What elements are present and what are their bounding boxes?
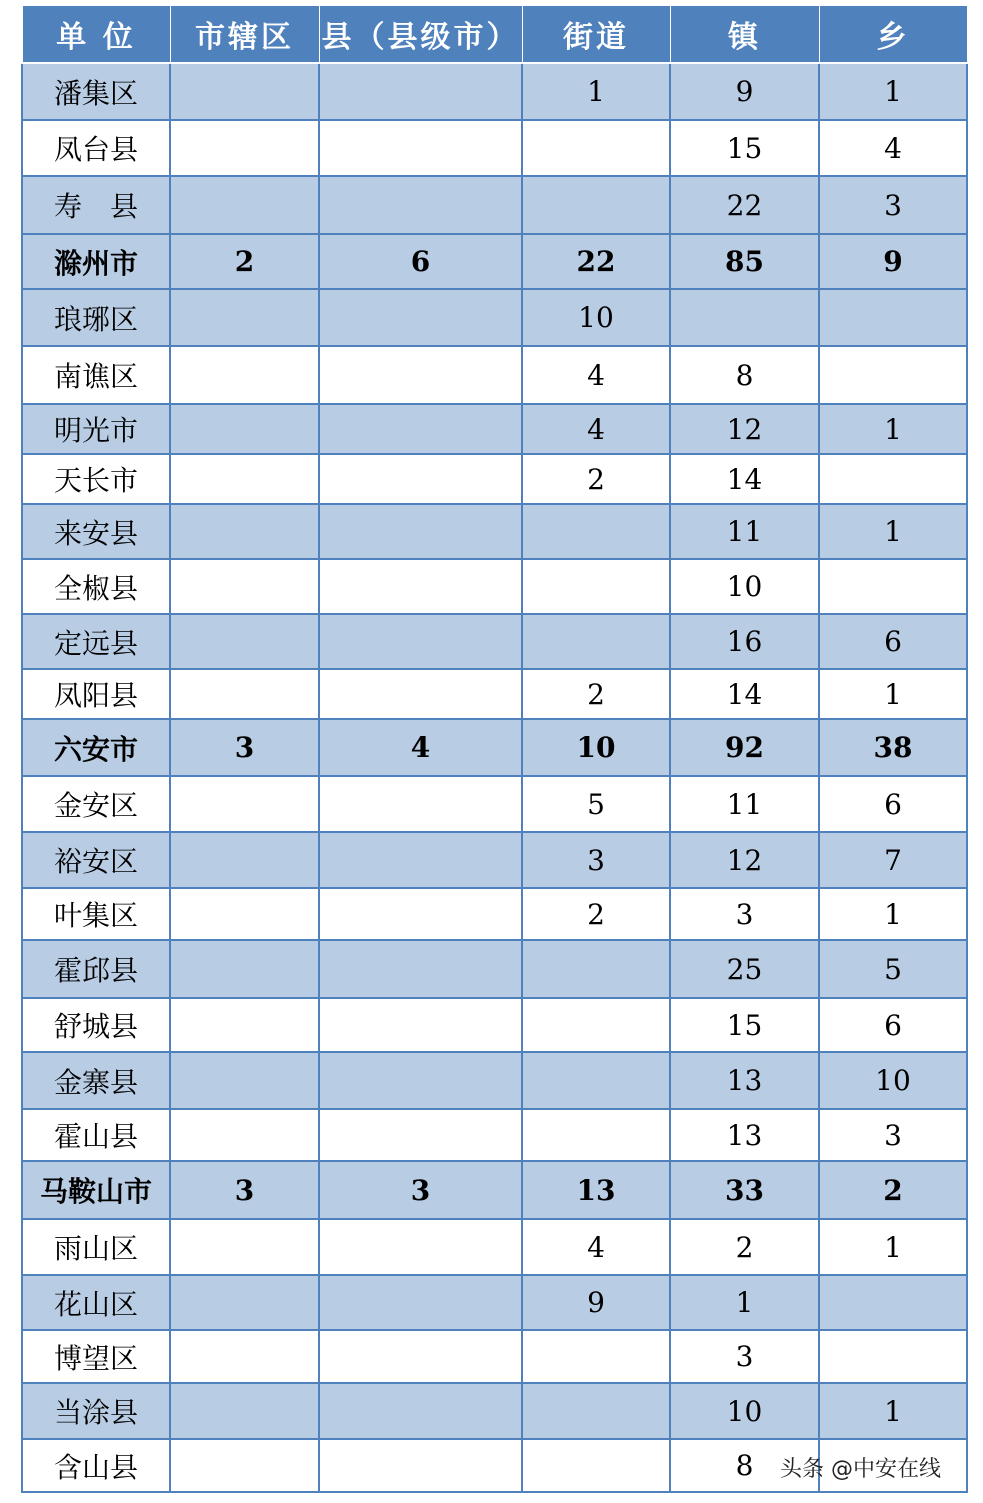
cell-city-districts xyxy=(170,888,319,940)
cell-towns: 14 xyxy=(670,454,819,504)
cell-subdistricts xyxy=(522,1330,670,1383)
cell-unit-name: 金安区 xyxy=(22,776,170,832)
cell-counties xyxy=(319,176,522,234)
cell-townships xyxy=(819,559,967,614)
cell-townships: 6 xyxy=(819,614,967,669)
cell-unit-name: 金寨县 xyxy=(22,1052,170,1109)
cell-towns: 22 xyxy=(670,176,819,234)
table-row xyxy=(22,289,967,346)
cell-townships: 6 xyxy=(819,776,967,832)
cell-townships xyxy=(819,454,967,504)
cell-subdistricts: 2 xyxy=(522,888,670,940)
cell-unit-name: 裕安区 xyxy=(22,832,170,888)
cell-townships: 3 xyxy=(819,176,967,234)
cell-towns: 13 xyxy=(670,1052,819,1109)
table-row xyxy=(22,1383,967,1439)
cell-unit-name: 舒城县 xyxy=(22,998,170,1052)
cell-unit-name: 来安县 xyxy=(22,504,170,559)
cell-townships xyxy=(819,346,967,404)
cell-city-districts xyxy=(170,832,319,888)
cell-towns: 14 xyxy=(670,669,819,719)
cell-townships: 1 xyxy=(819,888,967,940)
table-header-row xyxy=(22,5,967,63)
cell-counties: 3 xyxy=(319,1161,522,1219)
cell-unit-name: 明光市 xyxy=(22,404,170,454)
cell-unit-name: 六安市 xyxy=(22,719,170,776)
cell-city-districts xyxy=(170,454,319,504)
cell-counties xyxy=(319,614,522,669)
cell-subdistricts: 22 xyxy=(522,234,670,289)
cell-city-districts xyxy=(170,504,319,559)
cell-subdistricts xyxy=(522,559,670,614)
cell-towns: 92 xyxy=(670,719,819,776)
cell-towns: 15 xyxy=(670,998,819,1052)
cell-townships: 1 xyxy=(819,404,967,454)
cell-townships: 9 xyxy=(819,234,967,289)
cell-counties xyxy=(319,832,522,888)
cell-towns: 11 xyxy=(670,504,819,559)
cell-unit-name: 雨山区 xyxy=(22,1219,170,1275)
header-towns: 镇 xyxy=(670,5,819,63)
cell-city-districts xyxy=(170,998,319,1052)
cell-subdistricts xyxy=(522,120,670,176)
cell-counties xyxy=(319,454,522,504)
cell-counties xyxy=(319,1383,522,1439)
table-body xyxy=(22,63,967,1492)
cell-counties xyxy=(319,776,522,832)
cell-subdistricts xyxy=(522,504,670,559)
cell-city-districts xyxy=(170,1275,319,1330)
cell-townships: 1 xyxy=(819,504,967,559)
cell-counties xyxy=(319,940,522,998)
cell-city-districts xyxy=(170,289,319,346)
cell-subdistricts: 4 xyxy=(522,404,670,454)
cell-city-districts: 2 xyxy=(170,234,319,289)
cell-counties xyxy=(319,289,522,346)
cell-towns: 1 xyxy=(670,1275,819,1330)
cell-city-districts xyxy=(170,1383,319,1439)
cell-townships: 3 xyxy=(819,1109,967,1161)
cell-counties xyxy=(319,888,522,940)
cell-townships: 2 xyxy=(819,1161,967,1219)
cell-subdistricts xyxy=(522,1052,670,1109)
cell-towns: 13 xyxy=(670,1109,819,1161)
header-townships: 乡 xyxy=(819,5,967,63)
table-row xyxy=(22,832,967,888)
cell-townships: 7 xyxy=(819,832,967,888)
header-counties: 县（县级市） xyxy=(319,5,522,63)
table-row xyxy=(22,1109,967,1161)
header-unit: 单 位 xyxy=(22,5,170,63)
cell-towns: 8 xyxy=(670,1439,819,1492)
cell-city-districts xyxy=(170,1109,319,1161)
header-city-districts: 市辖区 xyxy=(170,5,319,63)
table-row-city xyxy=(22,1161,967,1219)
table-row xyxy=(22,1219,967,1275)
cell-counties xyxy=(319,1330,522,1383)
cell-unit-name: 南谯区 xyxy=(22,346,170,404)
cell-townships: 1 xyxy=(819,669,967,719)
cell-city-districts xyxy=(170,1219,319,1275)
cell-unit-name: 霍山县 xyxy=(22,1109,170,1161)
table-row xyxy=(22,346,967,404)
cell-unit-name: 滁州市 xyxy=(22,234,170,289)
cell-city-districts xyxy=(170,559,319,614)
cell-subdistricts xyxy=(522,614,670,669)
cell-counties xyxy=(319,346,522,404)
cell-towns: 16 xyxy=(670,614,819,669)
table-row xyxy=(22,504,967,559)
cell-subdistricts: 1 xyxy=(522,63,670,120)
table-row-city xyxy=(22,719,967,776)
table-row xyxy=(22,614,967,669)
table-row xyxy=(22,1330,967,1383)
cell-subdistricts: 2 xyxy=(522,669,670,719)
cell-counties xyxy=(319,1052,522,1109)
cell-subdistricts xyxy=(522,1109,670,1161)
cell-towns: 8 xyxy=(670,346,819,404)
table-row xyxy=(22,1052,967,1109)
cell-towns xyxy=(670,289,819,346)
cell-city-districts xyxy=(170,346,319,404)
cell-unit-name: 凤台县 xyxy=(22,120,170,176)
cell-counties xyxy=(319,998,522,1052)
cell-city-districts xyxy=(170,1330,319,1383)
cell-towns: 2 xyxy=(670,1219,819,1275)
cell-towns: 33 xyxy=(670,1161,819,1219)
cell-city-districts xyxy=(170,63,319,120)
cell-subdistricts: 4 xyxy=(522,346,670,404)
cell-counties: 6 xyxy=(319,234,522,289)
table-row xyxy=(22,120,967,176)
cell-subdistricts: 2 xyxy=(522,454,670,504)
cell-towns: 12 xyxy=(670,404,819,454)
cell-unit-name: 博望区 xyxy=(22,1330,170,1383)
table-row xyxy=(22,454,967,504)
cell-city-districts xyxy=(170,120,319,176)
cell-unit-name: 霍邱县 xyxy=(22,940,170,998)
cell-towns: 3 xyxy=(670,888,819,940)
cell-counties xyxy=(319,1219,522,1275)
table-row xyxy=(22,998,967,1052)
cell-unit-name: 潘集区 xyxy=(22,63,170,120)
cell-townships: 10 xyxy=(819,1052,967,1109)
cell-townships: 1 xyxy=(819,63,967,120)
cell-counties xyxy=(319,1109,522,1161)
table-row xyxy=(22,559,967,614)
table-row xyxy=(22,776,967,832)
cell-city-districts xyxy=(170,1052,319,1109)
cell-unit-name: 琅琊区 xyxy=(22,289,170,346)
cell-townships xyxy=(819,1330,967,1383)
cell-unit-name: 凤阳县 xyxy=(22,669,170,719)
cell-towns: 9 xyxy=(670,63,819,120)
cell-unit-name: 天长市 xyxy=(22,454,170,504)
cell-towns: 25 xyxy=(670,940,819,998)
cell-townships: 4 xyxy=(819,120,967,176)
cell-subdistricts xyxy=(522,176,670,234)
cell-subdistricts: 5 xyxy=(522,776,670,832)
cell-city-districts xyxy=(170,176,319,234)
cell-subdistricts xyxy=(522,940,670,998)
cell-counties xyxy=(319,669,522,719)
cell-counties xyxy=(319,120,522,176)
header-subdistricts: 街道 xyxy=(522,5,670,63)
cell-city-districts xyxy=(170,1439,319,1492)
cell-unit-name: 含山县 xyxy=(22,1439,170,1492)
cell-subdistricts: 9 xyxy=(522,1275,670,1330)
cell-subdistricts xyxy=(522,1383,670,1439)
cell-subdistricts: 10 xyxy=(522,289,670,346)
cell-subdistricts: 4 xyxy=(522,1219,670,1275)
cell-subdistricts xyxy=(522,1439,670,1492)
table-row xyxy=(22,888,967,940)
cell-townships xyxy=(819,1275,967,1330)
cell-subdistricts: 13 xyxy=(522,1161,670,1219)
cell-unit-name: 叶集区 xyxy=(22,888,170,940)
cell-townships: 1 xyxy=(819,1219,967,1275)
cell-townships: 5 xyxy=(819,940,967,998)
cell-unit-name: 定远县 xyxy=(22,614,170,669)
cell-townships xyxy=(819,289,967,346)
cell-townships: 1 xyxy=(819,1383,967,1439)
table-row xyxy=(22,63,967,120)
table-row xyxy=(22,404,967,454)
cell-city-districts xyxy=(170,940,319,998)
cell-unit-name: 花山区 xyxy=(22,1275,170,1330)
cell-unit-name: 马鞍山市 xyxy=(22,1161,170,1219)
table-row xyxy=(22,669,967,719)
cell-city-districts: 3 xyxy=(170,719,319,776)
cell-subdistricts xyxy=(522,998,670,1052)
cell-city-districts xyxy=(170,404,319,454)
cell-towns: 10 xyxy=(670,559,819,614)
cell-unit-name: 寿 县 xyxy=(22,176,170,234)
table-row-city xyxy=(22,234,967,289)
cell-city-districts: 3 xyxy=(170,1161,319,1219)
cell-unit-name: 全椒县 xyxy=(22,559,170,614)
cell-city-districts xyxy=(170,614,319,669)
cell-city-districts xyxy=(170,669,319,719)
cell-counties xyxy=(319,504,522,559)
cell-subdistricts: 10 xyxy=(522,719,670,776)
cell-city-districts xyxy=(170,776,319,832)
cell-towns: 15 xyxy=(670,120,819,176)
cell-towns: 10 xyxy=(670,1383,819,1439)
cell-subdistricts: 3 xyxy=(522,832,670,888)
admin-division-table xyxy=(21,4,968,1493)
table-row xyxy=(22,940,967,998)
cell-counties: 4 xyxy=(319,719,522,776)
table-row xyxy=(22,176,967,234)
cell-counties xyxy=(319,559,522,614)
cell-towns: 85 xyxy=(670,234,819,289)
cell-counties xyxy=(319,404,522,454)
cell-towns: 3 xyxy=(670,1330,819,1383)
watermark: 头条 @中安在线 xyxy=(780,1457,941,1482)
cell-townships: 38 xyxy=(819,719,967,776)
cell-counties xyxy=(319,63,522,120)
cell-counties xyxy=(319,1275,522,1330)
table-row xyxy=(22,1275,967,1330)
cell-towns: 11 xyxy=(670,776,819,832)
cell-towns: 12 xyxy=(670,832,819,888)
cell-townships: 6 xyxy=(819,998,967,1052)
cell-unit-name: 当涂县 xyxy=(22,1383,170,1439)
cell-counties xyxy=(319,1439,522,1492)
